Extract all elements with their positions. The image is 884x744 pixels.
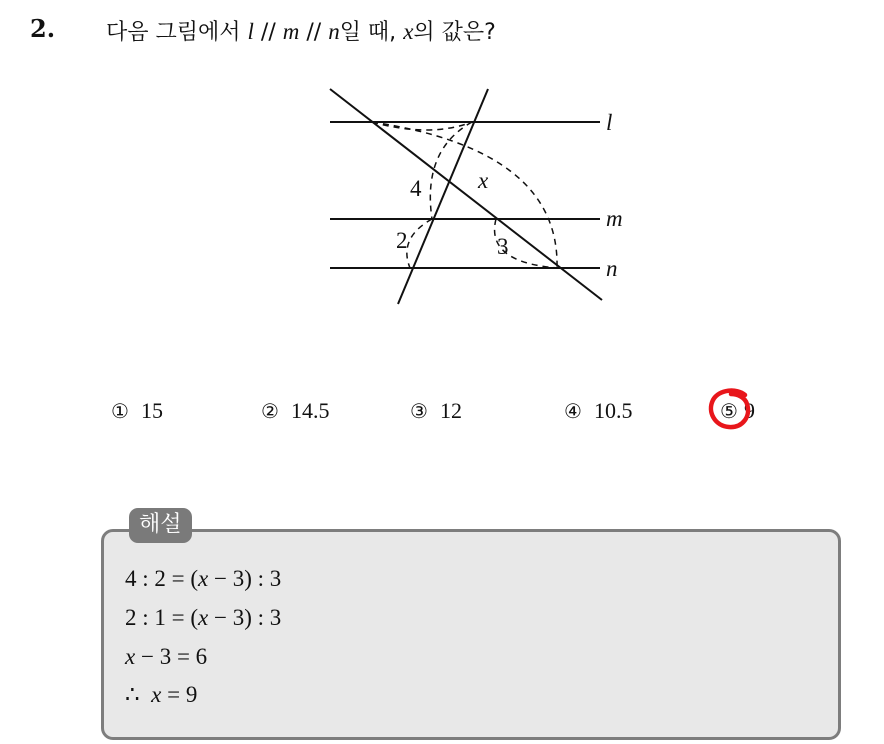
choice-marker: ④	[564, 399, 582, 423]
sol-4-b: = 9	[161, 682, 198, 707]
sol-1-a: 4 : 2 = (	[125, 566, 199, 591]
label-3: 3	[497, 234, 509, 259]
choice-value: 10.5	[593, 398, 633, 423]
solution-line-2	[125, 605, 281, 631]
arc-top-right	[372, 122, 472, 130]
parallel-lines-figure	[300, 78, 660, 318]
choice-3[interactable]	[410, 393, 462, 429]
sol-2-a: 2 : 1 = (	[125, 605, 199, 630]
sol-3-b: − 3 = 6	[135, 644, 208, 669]
question-text	[106, 15, 496, 46]
problem-number: 2.	[30, 14, 56, 43]
solution-tag: 해설	[129, 508, 192, 543]
question-suffix: 의 값은?	[413, 20, 496, 45]
solution-line-4	[125, 682, 197, 708]
label-4: 4	[410, 176, 422, 201]
label-n: n	[606, 256, 618, 281]
question-prefix: 다음 그림에서	[106, 20, 241, 45]
sol-2-b: − 3) : 3	[208, 605, 282, 630]
label-2: 2	[396, 228, 408, 253]
question-middle: 일 때,	[339, 20, 397, 45]
sol-1-x: x	[198, 566, 209, 591]
choice-value: 15	[140, 398, 163, 423]
solution-line-3	[125, 644, 207, 670]
sol-2-x: x	[198, 605, 209, 630]
choice-marker: ①	[111, 399, 129, 423]
choice-value: 12	[439, 398, 462, 423]
arc-lower-left	[407, 219, 432, 268]
answer-mark-stroke	[711, 391, 748, 427]
sol-3-x: x	[125, 644, 136, 669]
label-x: x	[478, 168, 489, 193]
choice-marker: ⑤	[720, 399, 738, 423]
choice-marker: ③	[410, 399, 428, 423]
sol-4-x: x	[151, 682, 162, 707]
choice-value: 9	[743, 398, 755, 423]
label-m: m	[606, 206, 623, 231]
sol-1-b: − 3) : 3	[208, 566, 282, 591]
label-l: l	[606, 110, 613, 135]
var-n: n	[328, 19, 340, 44]
choice-2[interactable]	[261, 393, 329, 429]
parallel-symbol-2: //	[306, 20, 322, 45]
solution-box	[101, 529, 841, 740]
sol-4-a: ∴	[125, 682, 152, 707]
choice-value: 14.5	[290, 398, 330, 423]
choice-marker: ②	[261, 399, 279, 423]
answer-circle-mark	[707, 386, 755, 432]
var-m: m	[282, 19, 300, 44]
var-x: x	[403, 19, 414, 44]
choice-1[interactable]	[111, 393, 163, 429]
var-l: l	[247, 19, 254, 44]
parallel-symbol-1: //	[260, 20, 276, 45]
solution-line-1	[125, 566, 281, 592]
choice-4[interactable]	[564, 393, 632, 429]
